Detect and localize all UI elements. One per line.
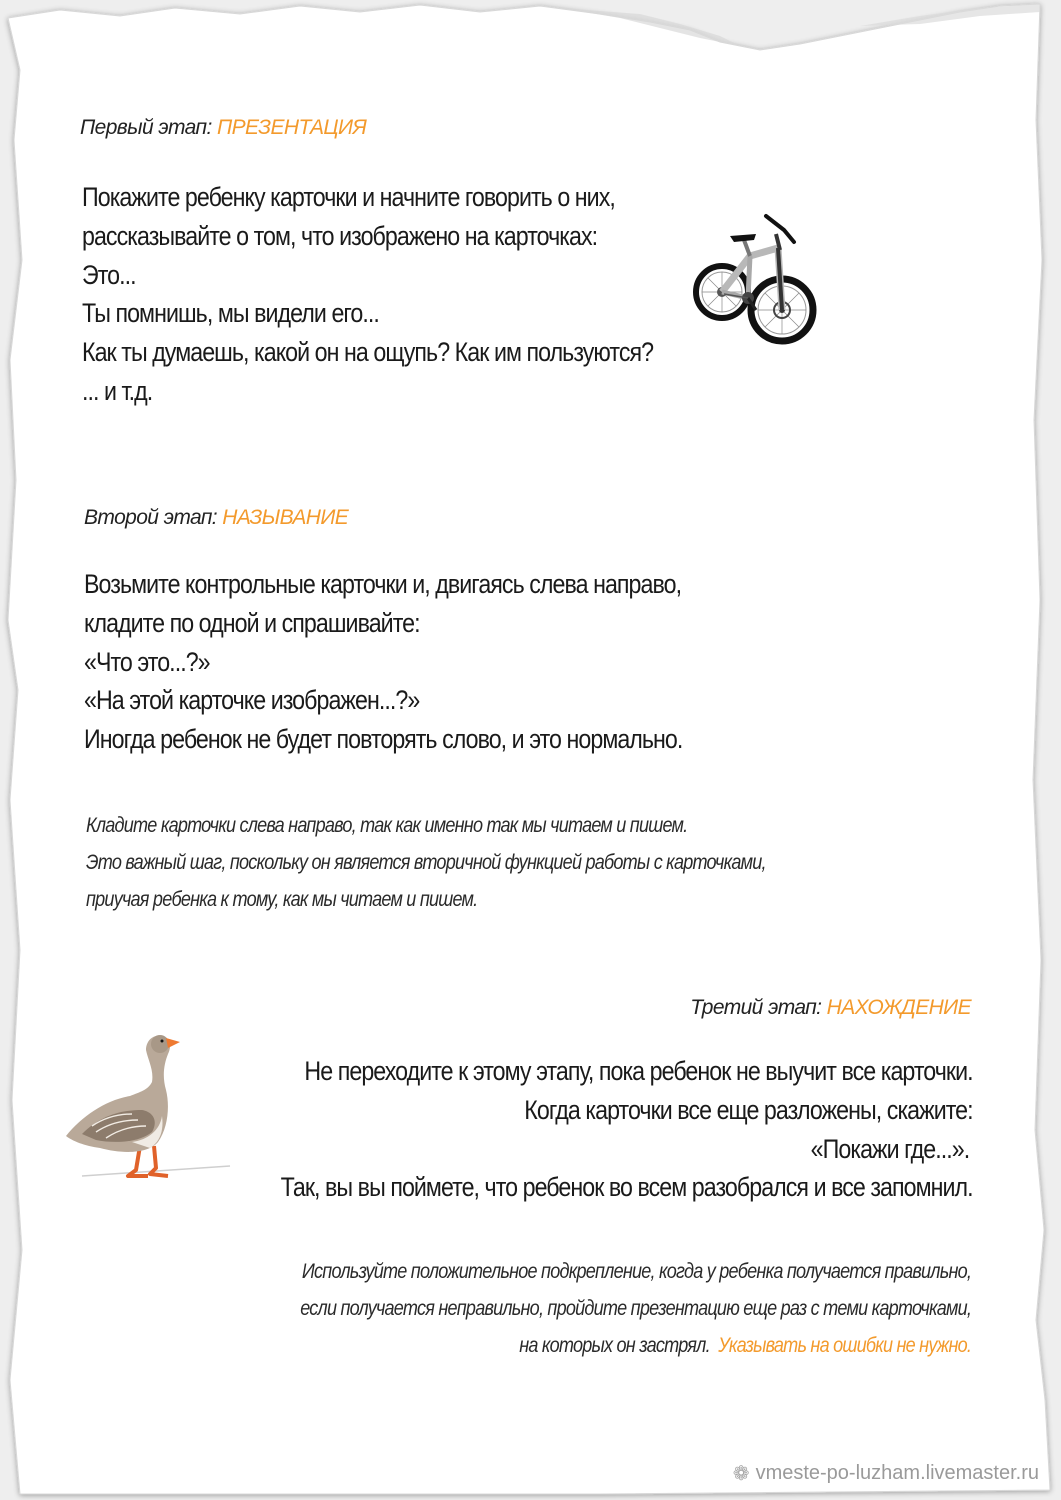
stage3-line: «Покажи где...».	[811, 1133, 970, 1164]
stage3-note-text: на которых он застрял.	[519, 1334, 710, 1357]
site-watermark	[733, 1461, 1039, 1486]
bicycle-icon	[690, 206, 826, 356]
stage2-body	[84, 565, 682, 759]
stage1-label	[80, 116, 366, 140]
stage1-label-accent: ПРЕЗЕНТАЦИЯ	[216, 116, 367, 139]
stage3-label-accent: НАХОЖДЕНИЕ	[826, 996, 971, 1019]
stage3-note	[300, 1253, 971, 1364]
stage3-line: Когда карточки все еще разложены, скажите:	[524, 1094, 973, 1125]
stage2-note	[86, 807, 766, 918]
stage2-line: кладите по одной и спрашивайте:	[84, 607, 420, 638]
stage3-label	[690, 996, 971, 1020]
stage3-note-line: если получается неправильно, пройдите презентацию еще раз с теми карточками,	[300, 1297, 971, 1320]
stage2-line: Возьмите контрольные карточки и, двигаясь слева направо,	[84, 569, 682, 599]
stage1-line: Покажите ребенку карточки и начните говорить о них,	[82, 182, 615, 212]
stage3-label-prefix: Третий этап:	[690, 996, 822, 1019]
stage2-note-line: приучая ребенка к тому, как мы читаем и пишем.	[86, 888, 478, 911]
stage2-line: Иногда ребенок не будет повторять слово, и это нормально.	[84, 724, 683, 755]
stage3-line: Не переходите к этому этапу, пока ребенок не выучит все карточки.	[304, 1056, 973, 1086]
stage3-line: Так, вы вы поймете, что ребенок во всем разобрался и все запомнил.	[280, 1172, 973, 1203]
stage1-line: Это...	[82, 259, 136, 290]
stage1-line: ... и т.д.	[82, 375, 153, 406]
stage3-body	[281, 1052, 973, 1207]
stage1-body	[82, 178, 653, 411]
stage2-line: «На этой карточке изображен...?»	[84, 685, 420, 716]
stage1-label-prefix: Первый этап:	[80, 116, 212, 139]
stage3-note-line	[300, 1327, 971, 1364]
stage3-note-accent: Указывать на ошибки не нужно.	[718, 1334, 971, 1357]
flower-icon: ❁	[732, 1463, 750, 1485]
stage2-note-line: Это важный шаг, поскольку он является вторичной функцией работы с карточками,	[86, 851, 766, 874]
stage2-note-line: Кладите карточки слева направо, так как именно так мы читаем и пишем.	[86, 814, 688, 837]
site-url: vmeste-po-luzham.livemaster.ru	[755, 1462, 1039, 1484]
stage2-label-prefix: Второй этап:	[84, 506, 218, 529]
stage3-note-line: Используйте положительное подкрепление, когда у ребенка получается правильно,	[301, 1260, 971, 1283]
stage2-label	[84, 506, 348, 530]
stage1-line: Как ты думаешь, какой он на ощупь? Как им пользуются?	[82, 337, 654, 368]
stage1-line: Ты помнишь, мы видели его...	[82, 298, 379, 329]
stage2-label-accent: НАЗЫВАНИЕ	[222, 506, 349, 529]
goose-icon	[62, 1030, 232, 1186]
stage2-line: «Что это...?»	[84, 646, 210, 677]
stage1-line: рассказывайте о том, что изображено на карточках:	[82, 220, 598, 251]
